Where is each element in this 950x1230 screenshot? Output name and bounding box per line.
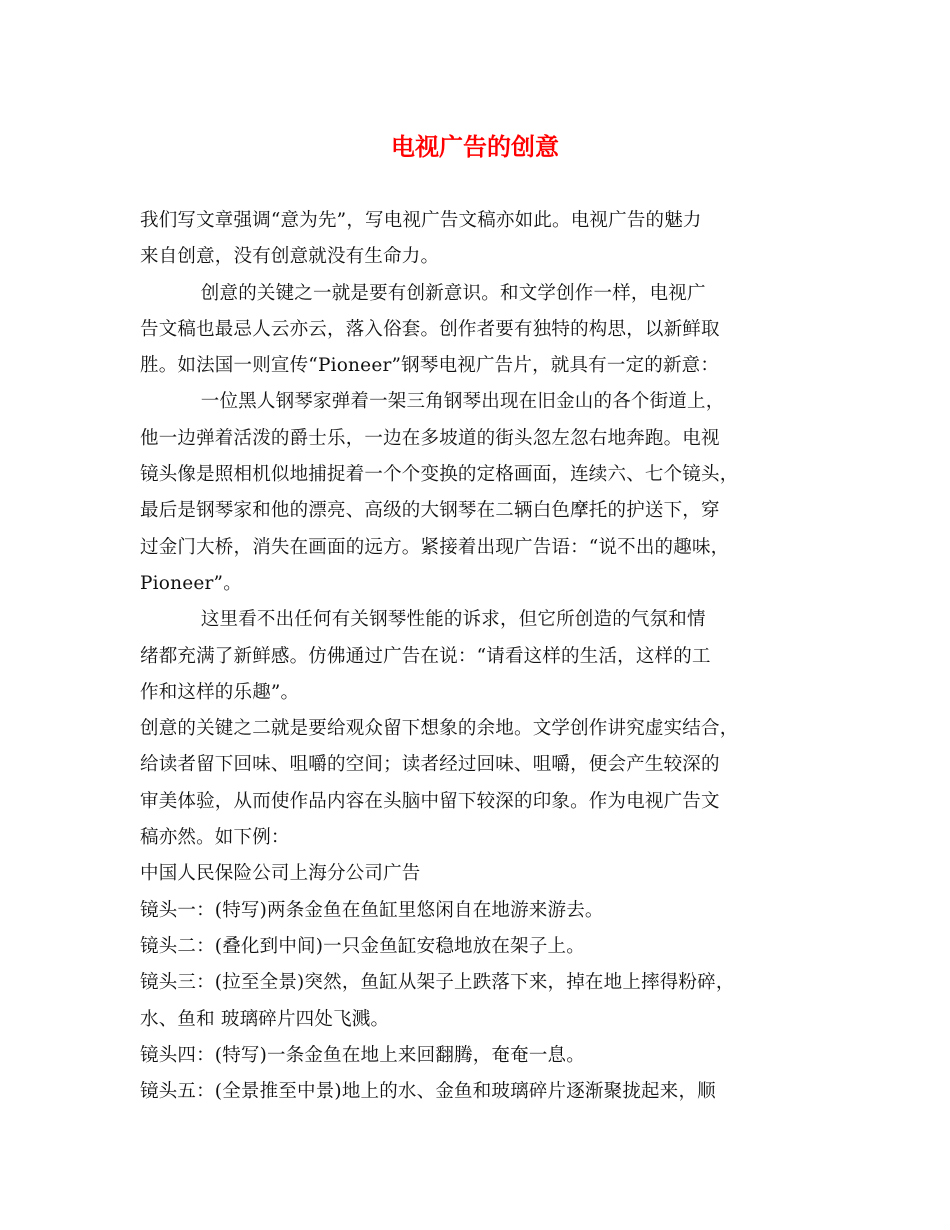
text-line: 审美体验，从而使作品内容在头脑中留下较深的印象。作为电视广告文 (140, 790, 720, 812)
text-line: 创意的关键之二就是要给观众留下想象的余地。文学创作讲究虚实结合， (140, 718, 739, 740)
text-line: 我们写文章强调“意为先”，写电视广告文稿亦如此。电视广告的魅力 (140, 210, 702, 231)
text-line: 水、鱼和 玻璃碎片四处飞溅。 (140, 1008, 390, 1030)
text-line: 这里看不出任何有关钢琴性能的诉求，但它所创造的气氛和情 (140, 609, 706, 631)
text-line: 镜头像是照相机似地捕捉着一个个变换的定格画面，连续六、七个镜头， (140, 464, 739, 486)
text-line: 稿亦然。如下例： (140, 827, 290, 849)
text-line: 给读者留下回味、咀嚼的空间；读者经过回味、咀嚼，便会产生较深的 (140, 754, 720, 776)
text-line: 镜头三：(拉至全景)突然，鱼缸从架子上跌落下来，掉在地上摔得粉碎， (140, 972, 735, 994)
document-body (140, 203, 820, 1110)
text-line: Pioneer”。 (140, 572, 242, 594)
text-line: 创意的关键之一就是要有创新意识。和文学创作一样，电视广 (140, 282, 706, 304)
text-line: 来自创意，没有创意就没有生命力。 (140, 246, 440, 268)
text-line: 镜头二：(叠化到中间)一只金鱼缸安稳地放在架子上。 (140, 935, 585, 957)
document-title: 电视广告的创意 (391, 133, 559, 161)
text-line: 中国人民保险公司上海分公司广告 (140, 863, 421, 885)
text-line: 最后是钢琴家和他的漂亮、高级的大钢琴在二辆白色摩托的护送下，穿 (140, 500, 720, 522)
text-line: 镜头四：(特写)一条金鱼在地上来回翻腾，奄奄一息。 (140, 1044, 585, 1066)
text-line: 过金门大桥，消失在画面的远方。紧接着出现广告语：“说不出的趣味， (140, 536, 730, 558)
text-line: 镜头一：(特写)两条金鱼在鱼缸里悠闲自在地游来游去。 (140, 899, 604, 921)
text-line: 他一边弹着活泼的爵士乐，一边在多坡道的街头忽左忽右地奔跑。电视 (140, 427, 720, 449)
text-line: 告文稿也最忌人云亦云，落入俗套。创作者要有独特的构思，以新鲜取 (140, 318, 720, 340)
text-line: 绪都充满了新鲜感。仿佛通过广告在说：“请看这样的生活，这样的工 (140, 645, 711, 667)
text-line: 镜头五：(全景推至中景)地上的水、金鱼和玻璃碎片逐渐聚拢起来，顺 (140, 1081, 716, 1103)
text-line: 胜。如法国一则宣传“Pioneer”钢琴电视广告片，就具有一定的新意： (140, 355, 720, 377)
text-line: 一位黑人钢琴家弹着一架三角钢琴出现在旧金山的各个街道上， (140, 391, 725, 413)
text-line: 作和这样的乐趣”。 (140, 681, 300, 703)
